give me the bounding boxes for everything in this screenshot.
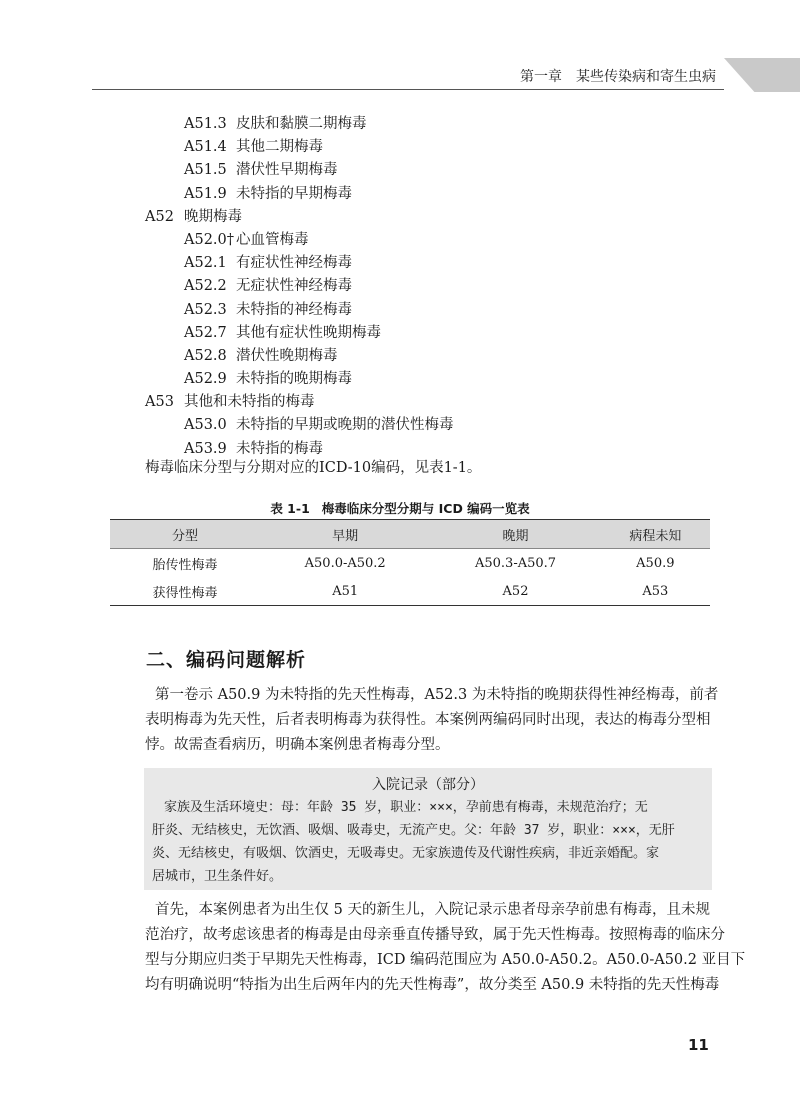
icd-code: A51.4 — [184, 139, 227, 156]
icd-description: 其他有症状性晚期梅毒 — [236, 324, 381, 341]
paragraph-line: 型与分期应归类于早期先天性梅毒，ICD 编码范围应为 A50.0-A50.2。A50.0-A50.2 亚目下 — [145, 952, 746, 968]
icd-description: 晚期梅毒 — [184, 208, 242, 225]
code-list-item — [0, 229, 800, 252]
icd-description: 未特指的神经梅毒 — [236, 301, 352, 318]
code-list-item — [0, 136, 800, 159]
icd-code: A52.2 — [184, 278, 227, 295]
table-cell: A52 — [430, 577, 600, 606]
table-cell: A50.9 — [636, 555, 675, 571]
icd-description: 未特指的早期或晚期的潜伏性梅毒 — [236, 417, 454, 434]
code-list-item — [0, 206, 800, 229]
icd-description: 未特指的早期梅毒 — [236, 185, 352, 202]
table-caption-title: 梅毒临床分型分期与 ICD 编码一览表 — [321, 501, 530, 516]
icd-code: A51.5 — [184, 162, 227, 179]
table-cell: 获得性梅毒 — [110, 577, 260, 606]
running-header: 第一章 某些传染病和寄生虫病 — [520, 69, 716, 85]
icd-description: 其他和未特指的梅毒 — [184, 394, 315, 411]
icd-description: 其他二期梅毒 — [236, 139, 323, 156]
code-list-item — [0, 183, 800, 206]
code-list-item — [0, 299, 800, 322]
paragraph-line: 均有明确说明“特指为出生后两年内的先天性梅毒”，故分类至 A50.9 未特指的先天性梅毒 — [145, 977, 720, 993]
table-row — [110, 549, 710, 578]
code-list-item — [0, 368, 800, 391]
table-cell: 胎传性梅毒 — [152, 557, 218, 573]
table-row — [110, 577, 710, 606]
record-line: 肝炎、无结核史，无饮酒、吸烟、吸毒史，无流产史。父：年龄 37 岁，职业：×××，无肝 — [152, 823, 675, 838]
table-header-cell: 晚期 — [430, 520, 600, 549]
paragraph-line: 悖。故需查看病历，明确本案例患者梅毒分型。 — [145, 737, 450, 753]
section-title: 二、编码问题解析 — [146, 649, 307, 671]
code-list-item — [0, 113, 800, 136]
admission-record-title: 入院记录（部分） — [372, 777, 484, 793]
code-list-item — [0, 414, 800, 437]
table-header-cell: 分型 — [110, 520, 260, 549]
table-cell: A51 — [260, 577, 430, 606]
header-tab-decoration — [724, 58, 800, 92]
table-caption — [0, 499, 800, 517]
table-cell: A50.3-A50.7 — [474, 555, 557, 571]
icd-description: 无症状性神经梅毒 — [236, 278, 352, 295]
icd-description: 心血管梅毒 — [236, 231, 309, 248]
icd-description: 有症状性神经梅毒 — [236, 255, 352, 272]
code-list-item — [0, 159, 800, 182]
analysis-paragraph-1 — [145, 683, 719, 758]
page-number: 11 — [688, 1036, 709, 1054]
icd-code: A52.7 — [184, 324, 227, 341]
syphilis-icd-table — [110, 519, 710, 606]
paragraph-line: 第一卷示 A50.9 为未特指的先天性梅毒，A52.3 为未特指的晚期获得性神经梅毒，前者 — [155, 687, 719, 703]
icd-code-list — [0, 113, 800, 461]
header-rule — [92, 89, 724, 90]
record-line: 家族及生活环境史：母：年龄 35 岁，职业：×××，孕前患有梅毒，未规范治疗；无 — [164, 800, 648, 815]
icd-code: A53.0 — [184, 417, 227, 434]
table-header-cell: 病程未知 — [601, 520, 710, 549]
table-caption-label: 表 1-1 — [270, 501, 310, 516]
record-line: 炎、无结核史，有吸烟、饮酒史，无吸毒史。无家族遗传及代谢性疾病，非近亲婚配。家 — [152, 846, 660, 861]
code-list-item — [0, 345, 800, 368]
icd-code: A51.9 — [184, 185, 227, 202]
table-intro-sentence: 梅毒临床分型与分期对应的ICD-10编码，见表1-1。 — [145, 460, 482, 476]
icd-code: A52.8 — [184, 347, 227, 364]
icd-description: 皮肤和黏膜二期梅毒 — [236, 116, 367, 132]
admission-record-body — [152, 796, 708, 888]
code-list-item — [0, 322, 800, 345]
table-header-row — [110, 520, 710, 549]
icd-code: A53.9 — [184, 440, 227, 457]
code-list-item — [0, 275, 800, 298]
analysis-paragraph-2 — [145, 898, 746, 998]
admission-record-box — [144, 768, 712, 890]
icd-code: A52.9 — [184, 371, 227, 388]
table-header-cell: 早期 — [260, 520, 430, 549]
code-list-item — [0, 252, 800, 275]
code-list-item — [0, 391, 800, 414]
icd-code: A53 — [145, 394, 174, 411]
icd-description: 潜伏性早期梅毒 — [236, 162, 338, 179]
paragraph-line: 首先，本案例患者为出生仅 5 天的新生儿，入院记录示患者母亲孕前患有梅毒，且未规 — [155, 902, 710, 918]
icd-description: 潜伏性晚期梅毒 — [236, 347, 338, 364]
paragraph-line: 范治疗，故考虑该患者的梅毒是由母亲垂直传播导致，属于先天性梅毒。按照梅毒的临床分 — [145, 927, 725, 943]
icd-code: A52.3 — [184, 301, 227, 318]
table-cell: A53 — [601, 577, 710, 606]
table-cell: A50.0-A50.2 — [304, 555, 386, 571]
icd-description: 未特指的晚期梅毒 — [236, 371, 352, 388]
icd-code: A52.0† — [184, 231, 235, 248]
icd-code: A52 — [145, 208, 174, 225]
record-line: 居城市，卫生条件好。 — [152, 869, 283, 884]
icd-description: 未特指的梅毒 — [236, 440, 323, 457]
icd-code: A51.3 — [184, 116, 227, 132]
icd-code: A52.1 — [184, 255, 227, 272]
paragraph-line: 表明梅毒为先天性，后者表明梅毒为获得性。本案例两编码同时出现，表达的梅毒分型相 — [145, 712, 711, 728]
